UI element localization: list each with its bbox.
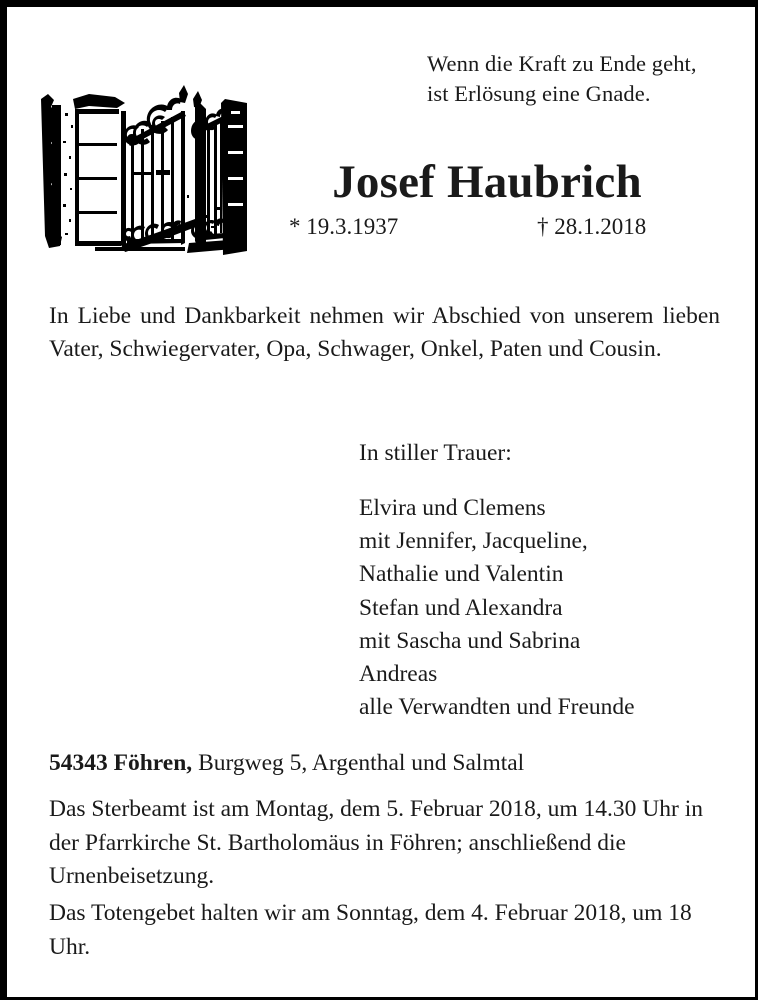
deceased-name: Josef Haubrich xyxy=(332,156,642,208)
mourners-title: In stiller Trauer: xyxy=(359,440,512,466)
epigraph-line-1: Wenn die Kraft zu Ende geht, xyxy=(427,51,697,76)
birth-date-value: 19.3.1937 xyxy=(306,213,399,239)
mourners-block xyxy=(359,437,739,724)
death-date xyxy=(537,214,646,240)
mourner-line: alle Verwandten und Freunde xyxy=(359,693,635,720)
notice-sheet xyxy=(7,7,755,997)
address-line xyxy=(49,747,720,780)
prayer-details: Das Totengebet halten wir am Sonntag, dem 4. Februar 2018, um 18 Uhr. xyxy=(49,900,692,960)
mourner-line: mit Jennifer, Jacqueline, xyxy=(359,528,588,555)
mourner-line: Elvira und Clemens xyxy=(359,495,546,522)
death-date-value: 28.1.2018 xyxy=(554,213,647,239)
birth-symbol: * xyxy=(289,213,301,239)
mourners-list xyxy=(359,492,739,724)
epigraph xyxy=(427,49,727,109)
body-text: In Liebe und Dankbarkeit nehmen wir Abschied von unserem lieben Vater, Schwiegervater, Opa, Schwager, Onkel, Paten und Cousin. xyxy=(49,303,720,363)
mourner-line: Andreas xyxy=(359,660,438,687)
mourner-line: Stefan und Alexandra xyxy=(359,594,563,621)
birth-date xyxy=(289,214,398,240)
mourner-line: mit Sascha und Sabrina xyxy=(359,627,581,654)
name-block xyxy=(247,157,727,244)
death-symbol: † xyxy=(537,213,549,239)
epigraph-line-2: ist Erlösung eine Gnade. xyxy=(427,80,651,106)
open-wrought-iron-gate-illustration xyxy=(35,55,250,255)
life-dates xyxy=(247,214,727,244)
service-details: Das Sterbeamt ist am Montag, dem 5. Februar 2018, um 14.30 Uhr in der Pfarrkirche St. Bartholomäus in Föhren; anschließend die Urnenbeisetzung. xyxy=(49,796,703,890)
mourner-line: Nathalie und Valentin xyxy=(359,561,564,588)
address-postal-city: 54343 Föhren, xyxy=(49,750,193,776)
address-street: Burgweg 5, Argenthal und Salmtal xyxy=(192,750,525,776)
